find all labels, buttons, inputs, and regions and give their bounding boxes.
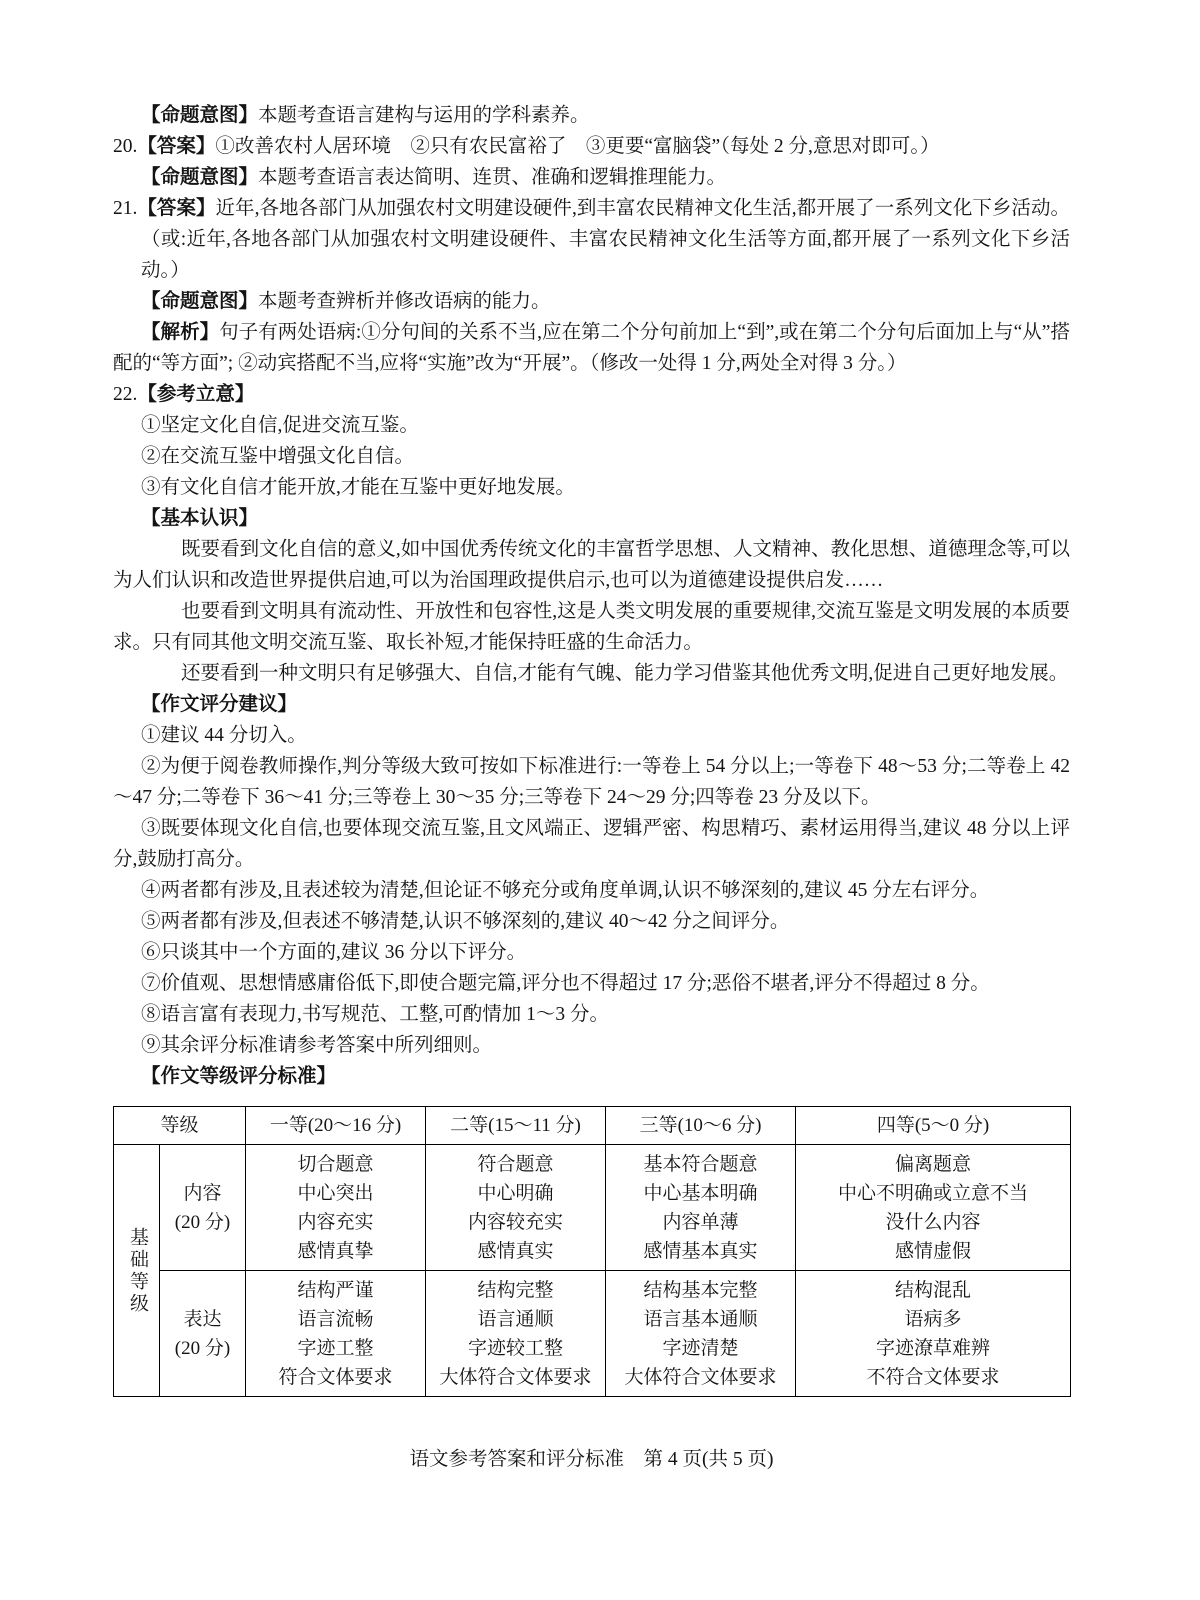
- bracket-label: 【答案】: [137, 136, 216, 157]
- paragraph: [113, 596, 1070, 658]
- cell-line: 内容充实: [297, 1211, 374, 1233]
- cell-line: 内容单薄: [662, 1211, 739, 1233]
- paragraph: [113, 968, 1070, 999]
- paragraph-text: ⑥只谈其中一个方面的,建议 36 分以下评分。: [141, 942, 527, 963]
- paragraph-text: 近年,各地各部门从加强农村文明建设硬件,到丰富农民精神文化生活,都开展了一系列文化下乡活动。（或:近年,各地各部门从加强农村文明建设硬件、丰富农民精神文化生活等方面,都开展了一系列文化下乡活动。）: [141, 198, 1070, 281]
- bracket-label: 【基本认识】: [141, 508, 259, 529]
- cell-line: 字迹较工整: [468, 1337, 564, 1359]
- cell-line: 结构基本完整: [643, 1279, 758, 1301]
- paragraph: [113, 441, 1070, 472]
- cell-line: 不符合文体要求: [866, 1366, 1000, 1388]
- table-cell: [246, 1145, 426, 1271]
- paragraph: [113, 1030, 1070, 1061]
- paragraph: [113, 875, 1070, 906]
- paragraph: [113, 162, 1070, 193]
- paragraph: [113, 100, 1070, 131]
- bracket-label: 【作文等级评分标准】: [141, 1066, 337, 1087]
- table-cell: [606, 1271, 796, 1397]
- table-header-cell-tier2: 二等(15～11 分): [426, 1107, 606, 1145]
- table-header-row: [114, 1107, 1071, 1145]
- table-header-cell-grade: 等级: [114, 1107, 246, 1145]
- cell-line: 感情虚假: [895, 1240, 972, 1262]
- cell-line: 切合题意: [297, 1153, 374, 1175]
- paragraph-text: 本题考查辨析并修改语病的能力。: [258, 291, 551, 312]
- section-heading: [113, 1061, 1070, 1092]
- cell-line: 语言基本通顺: [643, 1308, 758, 1330]
- paragraph-answer-21: [113, 193, 1070, 286]
- paragraph-text: ①建议 44 分切入。: [141, 725, 307, 746]
- table-cell: [426, 1145, 606, 1271]
- cell-line: (20 分): [174, 1211, 231, 1233]
- cell-line: 结构完整: [477, 1279, 554, 1301]
- cell-line: 字迹工整: [297, 1337, 374, 1359]
- cell-line: 中心不明确或立意不当: [838, 1182, 1029, 1204]
- cell-line: 感情真实: [477, 1240, 554, 1262]
- cell-line: 语言通顺: [477, 1308, 554, 1330]
- paragraph-text: ⑧语言富有表现力,书写规范、工整,可酌情加 1～3 分。: [141, 1004, 610, 1025]
- cell-line: 感情基本真实: [643, 1240, 758, 1262]
- table-cell: [796, 1271, 1071, 1397]
- table-category-cell: [160, 1145, 246, 1271]
- cell-line: 中心明确: [477, 1182, 554, 1204]
- item-number: 20.: [113, 136, 138, 157]
- section-heading: [113, 689, 1070, 720]
- table-cell: [606, 1145, 796, 1271]
- paragraph-text: ①改善农村人居环境 ②只有农民富裕了 ③更要“富脑袋”（每处 2 分,意思对即可。）: [215, 136, 940, 157]
- paragraph-text: ③有文化自信才能开放,才能在互鉴中更好地发展。: [141, 477, 575, 498]
- cell-line: 符合题意: [477, 1153, 554, 1175]
- answer-key-body: [113, 100, 1070, 1092]
- section-heading: [113, 503, 1070, 534]
- paragraph-text: 本题考查语言建构与运用的学科素养。: [258, 105, 590, 126]
- paragraph: [113, 472, 1070, 503]
- paragraph-text: ②为便于阅卷教师操作,判分等级大致可按如下标准进行:一等卷上 54 分以上;一等卷下 48～53 分;二等卷上 42～47 分;二等卷下 36～41 分;三等卷上 30～35 分;三等卷下 24～29 分;四等卷 23 分及以下。: [113, 756, 1070, 808]
- cell-line: 语病多: [904, 1308, 962, 1330]
- paragraph: [113, 534, 1070, 596]
- paragraph-text: 本题考查语言表达简明、连贯、准确和逻辑推理能力。: [258, 167, 727, 188]
- cell-line: 感情真挚: [297, 1240, 374, 1262]
- paragraph: [113, 813, 1070, 875]
- bracket-label: 【命题意图】: [141, 167, 259, 188]
- paragraph-text: ③既要体现文化自信,也要体现交流互鉴,且文风端正、逻辑严密、构思精巧、素材运用得当,建议 48 分以上评分,鼓励打高分。: [113, 818, 1070, 870]
- cell-line: 没什么内容: [885, 1211, 981, 1233]
- cell-line: 语言流畅: [297, 1308, 374, 1330]
- paragraph-text: 既要看到文化自信的意义,如中国优秀传统文化的丰富哲学思想、人文精神、教化思想、道德理念等,可以为人们认识和改造世界提供启迪,可以为治国理政提供启示,也可以为道德建设提供启发……: [113, 539, 1070, 591]
- paragraph-text: ⑤两者都有涉及,但表述不够清楚,认识不够深刻的,建议 40～42 分之间评分。: [141, 911, 790, 932]
- cell-line: 大体符合文体要求: [624, 1366, 777, 1388]
- cell-line: 字迹潦草难辨: [876, 1337, 991, 1359]
- cell-line: 中心基本明确: [643, 1182, 758, 1204]
- side-label-text: 基础等级: [126, 1226, 148, 1315]
- table-row-expression: [114, 1271, 1071, 1397]
- paragraph: [113, 720, 1070, 751]
- bracket-label: 【答案】: [137, 198, 216, 219]
- item-number: 21.: [113, 198, 138, 219]
- table-header-cell-tier3: 三等(10～6 分): [606, 1107, 796, 1145]
- cell-line: 内容: [183, 1182, 222, 1204]
- paragraph: [113, 751, 1070, 813]
- cell-line: 字迹清楚: [662, 1337, 739, 1359]
- table-cell: [246, 1271, 426, 1397]
- paragraph-text: 还要看到一种文明只有足够强大、自信,才能有气魄、能力学习借鉴其他优秀文明,促进自己更好地发展。: [181, 663, 1069, 684]
- paragraph: [113, 937, 1070, 968]
- cell-line: 结构严谨: [297, 1279, 374, 1301]
- paragraph: [113, 658, 1070, 689]
- paragraph: [113, 999, 1070, 1030]
- bracket-label: 【命题意图】: [141, 105, 259, 126]
- paragraph-text: ④两者都有涉及,且表述较为清楚,但论证不够充分或角度单调,认识不够深刻的,建议 45 分左右评分。: [141, 880, 990, 901]
- table-header-cell-tier4: 四等(5～0 分): [796, 1107, 1071, 1145]
- cell-line: 表达: [183, 1308, 222, 1330]
- bracket-label: 【参考立意】: [137, 384, 255, 405]
- bracket-label: 【作文评分建议】: [141, 694, 298, 715]
- cell-line: 偏离题意: [895, 1153, 972, 1175]
- table-cell: [796, 1145, 1071, 1271]
- essay-grading-table: [113, 1106, 1071, 1397]
- paragraph-text: ①坚定文化自信,促进交流互鉴。: [141, 415, 419, 436]
- cell-line: 大体符合文体要求: [439, 1366, 592, 1388]
- paragraph-text: 句子有两处语病:①分句间的关系不当,应在第二个分句前加上“到”,或在第二个分句后面加上与“从”搭配的“等方面”; ②动宾搭配不当,应将“实施”改为“开展”。（修改一处得 1 分,两处全对得 3 分。）: [113, 322, 1070, 374]
- paragraph: [113, 906, 1070, 937]
- table-cell: [426, 1271, 606, 1397]
- table-header-cell-tier1: 一等(20～16 分): [246, 1107, 426, 1145]
- cell-line: 内容较充实: [468, 1211, 564, 1233]
- page-footer: 语文参考答案和评分标准 第 4 页(共 5 页): [409, 1449, 774, 1470]
- cell-line: 中心突出: [297, 1182, 374, 1204]
- cell-line: (20 分): [174, 1337, 231, 1359]
- paragraph: [113, 410, 1070, 441]
- paragraph: [113, 286, 1070, 317]
- paragraph-text: 也要看到文明具有流动性、开放性和包容性,这是人类文明发展的重要规律,交流互鉴是文明发展的本质要求。只有同其他文明交流互鉴、取长补短,才能保持旺盛的生命活力。: [113, 601, 1070, 653]
- table-row-content: [114, 1145, 1071, 1271]
- cell-line: 结构混乱: [895, 1279, 972, 1301]
- cell-line: 基本符合题意: [643, 1153, 758, 1175]
- table-category-cell: [160, 1271, 246, 1397]
- paragraph-answer-20: [113, 131, 1070, 162]
- paragraph-answer-22: [113, 379, 1070, 410]
- item-number: 22.: [113, 384, 138, 405]
- paragraph-text: ⑨其余评分标准请参考答案中所列细则。: [141, 1035, 493, 1056]
- paragraph-text: ⑦价值观、思想情感庸俗低下,即使合题完篇,评分也不得超过 17 分;恶俗不堪者,评分不得超过 8 分。: [141, 973, 990, 994]
- bracket-label: 【解析】: [141, 322, 220, 343]
- paragraph-analysis: [113, 317, 1070, 379]
- paragraph-text: ②在交流互鉴中增强文化自信。: [141, 446, 415, 467]
- cell-line: 符合文体要求: [278, 1366, 393, 1388]
- table-side-label-cell: [114, 1145, 160, 1397]
- bracket-label: 【命题意图】: [141, 291, 259, 312]
